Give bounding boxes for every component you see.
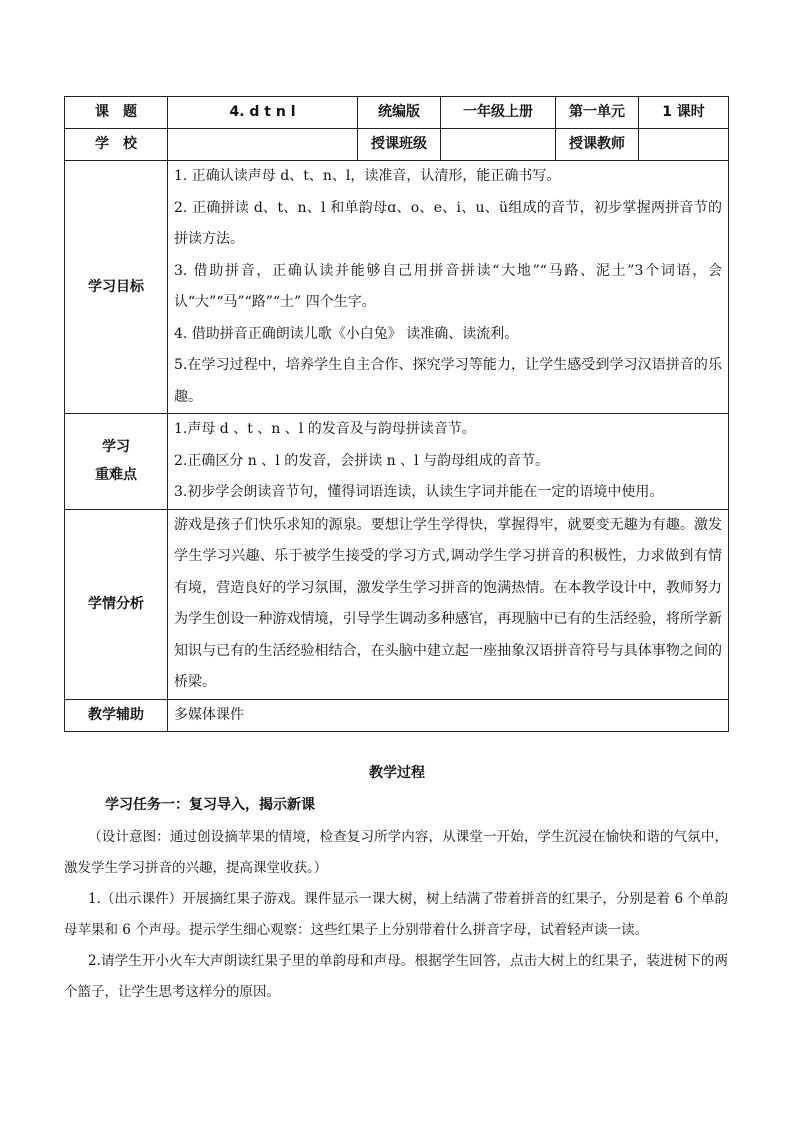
- goals-content: [168, 161, 729, 414]
- unit-value: 第一单元: [556, 97, 639, 129]
- aids-row: [65, 699, 729, 731]
- step-1: [64, 884, 728, 946]
- analysis-text: 游戏是孩子们快乐求知的源泉。要想让学生学得快，掌握得牢，就要变无趣为有趣。激发学生学习兴趣、乐于被学生接受的学习方式,调动学生学习拼音的积极性，力求做到有情有境，营造良好的学习氛围，激发学生学习拼音的饱满热情。在本教学设计中，教师努力为学生创设一种游戏情境，引导学生调动多种感官，再现脑中已有的生活经验，将所学新知识与已有的生活经验相结合，在头脑中建立起一座抽象汉语拼音符号与具体事物之间的桥梁。: [174, 516, 722, 690]
- difficulty-item: 1.声母 d 、t 、n 、l 的发音及与韵母拼读音节。: [174, 421, 476, 437]
- aids-label: 教学辅助: [65, 699, 168, 731]
- difficulties-label-line1: 学习: [102, 439, 130, 456]
- teacher-label: 授课教师: [556, 129, 639, 161]
- goals-row: [65, 161, 729, 414]
- design-intent-text: （设计意图：通过创设摘苹果的情境，检查复习所学内容，从课堂一开始，学生沉浸在愉快和谐的气氛中，激发学生学习拼音的兴趣，提高课堂收获。）: [64, 829, 728, 876]
- difficulties-label: [65, 414, 168, 510]
- goal-item: 3. 借助拼音，正确认读并能够自己用拼音拼读“大地”“马路、泥土”3个词语，会认“大”“马”“路”“土” 四个生字。: [174, 262, 722, 310]
- task1-title: 学习任务一：复习导入，揭示新课: [105, 797, 315, 813]
- step-2: [64, 946, 728, 1008]
- analysis-row: [65, 509, 729, 699]
- grade-value: 一年级上册: [441, 97, 556, 129]
- aids-value: 多媒体课件: [168, 699, 729, 731]
- step-1-text: 1.（出示课件）开展摘红果子游戏。课件显示一课大树，树上结满了带着拼音的红果子，分别是着 6 个单韵母苹果和 6 个声母。提示学生细心观察：这些红果子上分别带着什么拼音字母，试着轻声读一读。: [64, 891, 728, 938]
- difficulties-label-line2: 重难点: [95, 467, 137, 484]
- process-title: 教学过程: [369, 765, 425, 781]
- goal-item: 1. 正确认读声母 d、t、n、l，读准音，认清形，能正确书写。: [174, 168, 561, 184]
- school-label: 学 校: [65, 129, 168, 161]
- analysis-content: [168, 509, 729, 699]
- difficulty-item: 2.正确区分 n 、l 的发音，会拼读 n 、l 与韵母组成的音节。: [174, 452, 550, 469]
- class-label: 授课班级: [358, 129, 441, 161]
- topic-label: 课 题: [65, 97, 168, 129]
- goals-label: 学习目标: [65, 161, 168, 414]
- header-row-2: [65, 129, 729, 161]
- difficulty-item: 3.初步学会朗读音节句，懂得词语连读，认读生字词并能在一定的语境中使用。: [174, 484, 664, 500]
- goal-item: 4. 借助拼音正确朗读儿歌《小白兔》 读准确、读流利。: [174, 325, 519, 342]
- class-value: [441, 129, 556, 161]
- school-value: [168, 129, 358, 161]
- analysis-label: 学情分析: [65, 509, 168, 699]
- step-2-text: 2.请学生开小火车大声朗读红果子里的单韵母和声母。根据学生回答，点击大树上的红果子，装进树下的两个篮子，让学生思考这样分的原因。: [64, 953, 728, 1000]
- topic-value: 4. d t n l: [168, 97, 358, 129]
- design-intent: [64, 822, 728, 884]
- lesson-info-table: [64, 96, 729, 732]
- edition-value: 统编版: [358, 97, 441, 129]
- goal-item: 5.在学习过程中，培养学生自主合作、探究学习等能力，让学生感受到学习汉语拼音的乐趣。: [174, 357, 722, 405]
- teacher-value: [639, 129, 729, 161]
- header-row-1: [65, 97, 729, 129]
- difficulties-content: [168, 414, 729, 510]
- difficulties-row: [65, 414, 729, 510]
- goal-item: 2. 正确拼读 d、t、n、l 和单韵母ɑ、o、e、i、u、ü组成的音节，初步掌握两拼音节的拼读方法。: [174, 199, 722, 247]
- hours-value: 1 课时: [639, 97, 729, 129]
